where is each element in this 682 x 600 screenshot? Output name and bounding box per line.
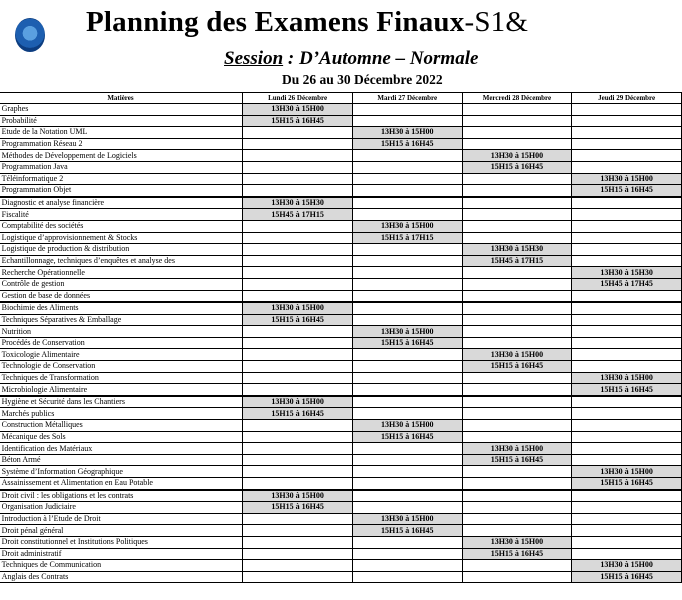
exam-slot-cell <box>462 209 572 221</box>
table-row <box>0 290 682 302</box>
exam-slot-cell <box>572 232 682 244</box>
exam-slot-cell: 13H30 à 15H00 <box>352 420 462 432</box>
header-day-1: Lundi 26 Décembre <box>243 93 353 104</box>
table-row <box>0 525 682 537</box>
session-label: Session <box>224 48 284 69</box>
exam-slot-cell <box>572 115 682 127</box>
table-row <box>0 536 682 548</box>
exam-slot-cell: 13H30 à 15H00 <box>572 560 682 572</box>
exam-slot-cell <box>243 244 353 256</box>
exam-slot-cell: 13H30 à 15H30 <box>243 197 353 209</box>
exam-slot-cell <box>243 420 353 432</box>
exam-slot-cell <box>352 408 462 420</box>
session-value: : D’Automne – Normale <box>283 48 479 69</box>
exam-slot-cell <box>352 372 462 384</box>
exam-slot-cell <box>243 326 353 338</box>
exam-slot-cell <box>572 138 682 150</box>
table-row <box>0 278 682 290</box>
table-row <box>0 466 682 478</box>
exam-slot-cell <box>352 384 462 396</box>
exam-slot-cell <box>462 326 572 338</box>
exam-slot-cell <box>462 290 572 302</box>
exam-slot-cell <box>572 127 682 139</box>
exam-slot-cell <box>352 466 462 478</box>
matiere-cell: Techniques de Communication <box>0 560 243 572</box>
matiere-cell: Anglais des Contrats <box>0 571 243 583</box>
exam-slot-cell: 15H45 à 17H15 <box>462 255 572 267</box>
exam-slot-cell <box>243 220 353 232</box>
exam-slot-cell <box>352 150 462 162</box>
table-row <box>0 431 682 443</box>
matiere-cell: Droit administratif <box>0 548 243 560</box>
exam-slot-cell <box>462 384 572 396</box>
exam-slot-cell <box>243 267 353 279</box>
table-row <box>0 548 682 560</box>
matiere-cell: Graphes <box>0 104 243 116</box>
exam-slot-cell <box>572 302 682 314</box>
exam-slot-cell <box>352 173 462 185</box>
exam-slot-cell: 15H15 à 16H45 <box>572 384 682 396</box>
exam-slot-cell <box>243 138 353 150</box>
table-row <box>0 560 682 572</box>
exam-slot-cell <box>352 244 462 256</box>
exam-slot-cell <box>462 278 572 290</box>
matiere-cell: Logistique de production & distribution <box>0 244 243 256</box>
matiere-cell: Droit civil : les obligations et les contrats <box>0 490 243 502</box>
header-matieres: Matières <box>0 93 243 104</box>
exam-slot-cell <box>352 290 462 302</box>
exam-slot-cell <box>462 267 572 279</box>
matiere-cell: Nutrition <box>0 326 243 338</box>
table-row <box>0 443 682 455</box>
exam-slot-cell: 13H30 à 15H00 <box>352 220 462 232</box>
exam-slot-cell <box>572 255 682 267</box>
exam-slot-cell <box>352 454 462 466</box>
exam-slot-cell <box>243 255 353 267</box>
matiere-cell: Programmation Java <box>0 161 243 173</box>
matiere-cell: Diagnostic et analyse financière <box>0 197 243 209</box>
exam-slot-cell <box>243 361 353 373</box>
exam-slot-cell: 13H30 à 15H00 <box>352 513 462 525</box>
exam-slot-cell: 15H15 à 16H45 <box>462 361 572 373</box>
exam-slot-cell <box>352 361 462 373</box>
exam-slot-cell <box>572 209 682 221</box>
exam-slot-cell <box>243 560 353 572</box>
matiere-cell: Hygiène et Sécurité dans les Chantiers <box>0 396 243 408</box>
exam-slot-cell <box>572 161 682 173</box>
exam-slot-cell: 13H30 à 15H00 <box>243 104 353 116</box>
exam-slot-cell <box>572 314 682 326</box>
matiere-cell: Béton Armé <box>0 454 243 466</box>
matiere-cell: Microbiologie Alimentaire <box>0 384 243 396</box>
page-title: Planning des Examens Finaux-S1& <box>86 6 529 38</box>
exam-slot-cell: 13H30 à 15H00 <box>352 127 462 139</box>
matiere-cell: Droit constitutionnel et Institutions Politiques <box>0 536 243 548</box>
exam-slot-cell <box>572 513 682 525</box>
matiere-cell: Recherche Opérationnelle <box>0 267 243 279</box>
exam-slot-cell <box>243 278 353 290</box>
matiere-cell: Probabilité <box>0 115 243 127</box>
table-row <box>0 173 682 185</box>
exam-slot-cell: 15H15 à 16H45 <box>352 138 462 150</box>
exam-slot-cell <box>462 478 572 490</box>
exam-slot-cell: 15H45 à 17H15 <box>243 209 353 221</box>
exam-slot-cell: 13H30 à 15H00 <box>572 466 682 478</box>
exam-slot-cell <box>462 396 572 408</box>
exam-slot-cell: 13H30 à 15H00 <box>243 302 353 314</box>
exam-slot-cell: 15H15 à 16H45 <box>572 185 682 197</box>
exam-slot-cell <box>572 104 682 116</box>
exam-slot-cell <box>572 548 682 560</box>
table-row <box>0 185 682 197</box>
table-row <box>0 302 682 314</box>
exam-slot-cell <box>352 396 462 408</box>
exam-slot-cell <box>243 536 353 548</box>
title-suffix: -S1& <box>464 6 529 38</box>
matiere-cell: Toxicologie Alimentaire <box>0 349 243 361</box>
exam-slot-cell <box>572 290 682 302</box>
exam-slot-cell: 13H30 à 15H00 <box>572 173 682 185</box>
exam-slot-cell: 15H15 à 16H45 <box>462 454 572 466</box>
matiere-cell: Méthodes de Développement de Logiciels <box>0 150 243 162</box>
exam-slot-cell <box>462 490 572 502</box>
matiere-cell: Procédés de Conservation <box>0 337 243 349</box>
matiere-cell: Gestion de base de données <box>0 290 243 302</box>
exam-slot-cell <box>462 127 572 139</box>
exam-slot-cell <box>352 255 462 267</box>
exam-slot-cell <box>572 490 682 502</box>
exam-slot-cell: 15H15 à 16H45 <box>352 431 462 443</box>
matiere-cell: Technologie de Conservation <box>0 361 243 373</box>
exam-slot-cell <box>243 150 353 162</box>
table-row <box>0 104 682 116</box>
exam-slot-cell <box>243 232 353 244</box>
table-row <box>0 349 682 361</box>
header-day-4: Jeudi 29 Décembre <box>572 93 682 104</box>
matiere-cell: Logistique d’approvisionnement & Stocks <box>0 232 243 244</box>
table-row <box>0 571 682 583</box>
exam-slot-cell <box>572 197 682 209</box>
table-row <box>0 396 682 408</box>
exam-slot-cell <box>243 548 353 560</box>
exam-dates: Du 26 au 30 Décembre 2022 <box>282 72 443 87</box>
header-day-3: Mercredi 28 Décembre <box>462 93 572 104</box>
matiere-cell: Mécanique des Sols <box>0 431 243 443</box>
table-row <box>0 314 682 326</box>
exam-slot-cell <box>462 502 572 514</box>
matiere-cell: Organisation Judiciaire <box>0 502 243 514</box>
exam-slot-cell: 13H30 à 15H00 <box>462 349 572 361</box>
exam-slot-cell <box>572 525 682 537</box>
exam-schedule-table <box>0 92 682 583</box>
header-day-2: Mardi 27 Décembre <box>352 93 462 104</box>
table-row <box>0 454 682 466</box>
exam-slot-cell <box>572 326 682 338</box>
table-row <box>0 372 682 384</box>
table-row <box>0 361 682 373</box>
exam-slot-cell <box>352 443 462 455</box>
matiere-cell: Marchés publics <box>0 408 243 420</box>
exam-slot-cell: 15H15 à 16H45 <box>352 337 462 349</box>
matiere-cell: Biochimie des Aliments <box>0 302 243 314</box>
exam-slot-cell <box>243 525 353 537</box>
exam-slot-cell: 13H30 à 15H00 <box>462 150 572 162</box>
school-logo <box>15 18 45 52</box>
exam-slot-cell <box>462 314 572 326</box>
exam-slot-cell <box>352 209 462 221</box>
matiere-cell: Fiscalité <box>0 209 243 221</box>
exam-slot-cell <box>352 302 462 314</box>
table-row <box>0 138 682 150</box>
table-row <box>0 161 682 173</box>
table-header-row <box>0 93 682 104</box>
table-row <box>0 326 682 338</box>
exam-slot-cell <box>243 127 353 139</box>
table-row <box>0 255 682 267</box>
exam-slot-cell: 15H45 à 17H45 <box>572 278 682 290</box>
matiere-cell: Comptabilité des sociétés <box>0 220 243 232</box>
exam-slot-cell: 13H30 à 15H00 <box>462 443 572 455</box>
exam-slot-cell <box>572 443 682 455</box>
exam-slot-cell: 15H15 à 17H15 <box>352 232 462 244</box>
exam-slot-cell: 15H15 à 16H45 <box>572 478 682 490</box>
exam-slot-cell <box>572 536 682 548</box>
table-row <box>0 408 682 420</box>
matiere-cell: Droit pénal général <box>0 525 243 537</box>
exam-slot-cell: 15H15 à 16H45 <box>462 548 572 560</box>
table-row <box>0 478 682 490</box>
exam-slot-cell: 13H30 à 15H30 <box>572 267 682 279</box>
exam-slot-cell: 15H15 à 16H45 <box>243 314 353 326</box>
exam-slot-cell <box>352 478 462 490</box>
table-row <box>0 150 682 162</box>
exam-slot-cell <box>352 267 462 279</box>
exam-slot-cell <box>572 408 682 420</box>
exam-slot-cell: 13H30 à 15H00 <box>462 536 572 548</box>
table-row <box>0 267 682 279</box>
exam-slot-cell <box>462 513 572 525</box>
matiere-cell: Programmation Réseau 2 <box>0 138 243 150</box>
exam-slot-cell <box>243 337 353 349</box>
exam-slot-cell <box>462 525 572 537</box>
exam-slot-cell <box>243 513 353 525</box>
exam-slot-cell <box>462 408 572 420</box>
exam-slot-cell <box>462 420 572 432</box>
table-row <box>0 513 682 525</box>
exam-slot-cell <box>352 115 462 127</box>
table-row <box>0 127 682 139</box>
exam-slot-cell <box>572 150 682 162</box>
exam-slot-cell <box>462 220 572 232</box>
matiere-cell: Introduction à l’Etude de Droit <box>0 513 243 525</box>
table-row <box>0 232 682 244</box>
table-row <box>0 220 682 232</box>
exam-slot-cell <box>572 244 682 256</box>
exam-slot-cell <box>352 548 462 560</box>
table-row <box>0 244 682 256</box>
exam-slot-cell <box>462 466 572 478</box>
exam-slot-cell: 15H15 à 16H45 <box>462 161 572 173</box>
exam-slot-cell <box>462 560 572 572</box>
table-row <box>0 337 682 349</box>
exam-slot-cell <box>352 161 462 173</box>
exam-slot-cell: 15H15 à 16H45 <box>572 571 682 583</box>
matiere-cell: Techniques de Transformation <box>0 372 243 384</box>
matiere-cell: Programmation Objet <box>0 185 243 197</box>
exam-slot-cell <box>462 571 572 583</box>
exam-slot-cell <box>352 502 462 514</box>
exam-slot-cell <box>243 161 353 173</box>
exam-slot-cell <box>243 443 353 455</box>
matiere-cell: Système d’Information Géographique <box>0 466 243 478</box>
exam-slot-cell <box>572 220 682 232</box>
matiere-cell: Echantillonnage, techniques d’enquêtes et analyse des <box>0 255 243 267</box>
session-line <box>224 48 478 70</box>
exam-slot-cell <box>462 104 572 116</box>
exam-slot-cell: 15H15 à 16H45 <box>243 408 353 420</box>
table-row <box>0 115 682 127</box>
table-row <box>0 420 682 432</box>
exam-slot-cell <box>243 349 353 361</box>
matiere-cell: Techniques Séparatives & Emballage <box>0 314 243 326</box>
exam-slot-cell <box>462 232 572 244</box>
table-row <box>0 209 682 221</box>
exam-slot-cell <box>243 466 353 478</box>
matiere-cell: Téléinformatique 2 <box>0 173 243 185</box>
exam-slot-cell <box>243 454 353 466</box>
exam-slot-cell <box>243 185 353 197</box>
table-row <box>0 197 682 209</box>
exam-slot-cell <box>352 490 462 502</box>
exam-slot-cell <box>352 571 462 583</box>
exam-slot-cell: 13H30 à 15H00 <box>352 326 462 338</box>
exam-slot-cell <box>462 197 572 209</box>
exam-slot-cell <box>462 115 572 127</box>
exam-slot-cell: 13H30 à 15H00 <box>243 490 353 502</box>
exam-slot-cell <box>243 290 353 302</box>
exam-slot-cell <box>352 104 462 116</box>
exam-slot-cell <box>352 560 462 572</box>
exam-slot-cell <box>572 396 682 408</box>
matiere-cell: Construction Métalliques <box>0 420 243 432</box>
exam-slot-cell <box>462 173 572 185</box>
exam-slot-cell <box>352 185 462 197</box>
exam-slot-cell <box>462 431 572 443</box>
exam-slot-cell <box>352 349 462 361</box>
exam-slot-cell <box>352 278 462 290</box>
table-row <box>0 384 682 396</box>
exam-slot-cell <box>243 372 353 384</box>
exam-slot-cell <box>243 571 353 583</box>
exam-slot-cell <box>572 431 682 443</box>
exam-slot-cell <box>572 337 682 349</box>
table-row <box>0 502 682 514</box>
exam-slot-cell: 13H30 à 15H30 <box>462 244 572 256</box>
exam-slot-cell <box>352 197 462 209</box>
exam-slot-cell: 15H15 à 16H45 <box>352 525 462 537</box>
table-row <box>0 490 682 502</box>
exam-slot-cell <box>572 420 682 432</box>
exam-slot-cell <box>462 302 572 314</box>
exam-slot-cell: 15H15 à 16H45 <box>243 502 353 514</box>
exam-slot-cell <box>243 431 353 443</box>
exam-slot-cell <box>352 536 462 548</box>
matiere-cell: Etude de la Notation UML <box>0 127 243 139</box>
exam-slot-cell: 15H15 à 16H45 <box>243 115 353 127</box>
exam-slot-cell <box>243 384 353 396</box>
exam-slot-cell <box>572 349 682 361</box>
matiere-cell: Assainissement et Alimentation en Eau Potable <box>0 478 243 490</box>
exam-slot-cell <box>462 337 572 349</box>
exam-slot-cell <box>462 138 572 150</box>
exam-slot-cell <box>352 314 462 326</box>
exam-slot-cell: 13H30 à 15H00 <box>243 396 353 408</box>
exam-slot-cell <box>572 454 682 466</box>
exam-slot-cell <box>462 372 572 384</box>
exam-slot-cell <box>572 502 682 514</box>
matiere-cell: Contrôle de gestion <box>0 278 243 290</box>
exam-slot-cell <box>243 478 353 490</box>
exam-slot-cell <box>462 185 572 197</box>
exam-slot-cell <box>572 361 682 373</box>
matiere-cell: Identification des Matériaux <box>0 443 243 455</box>
exam-slot-cell: 13H30 à 15H00 <box>572 372 682 384</box>
exam-slot-cell <box>243 173 353 185</box>
